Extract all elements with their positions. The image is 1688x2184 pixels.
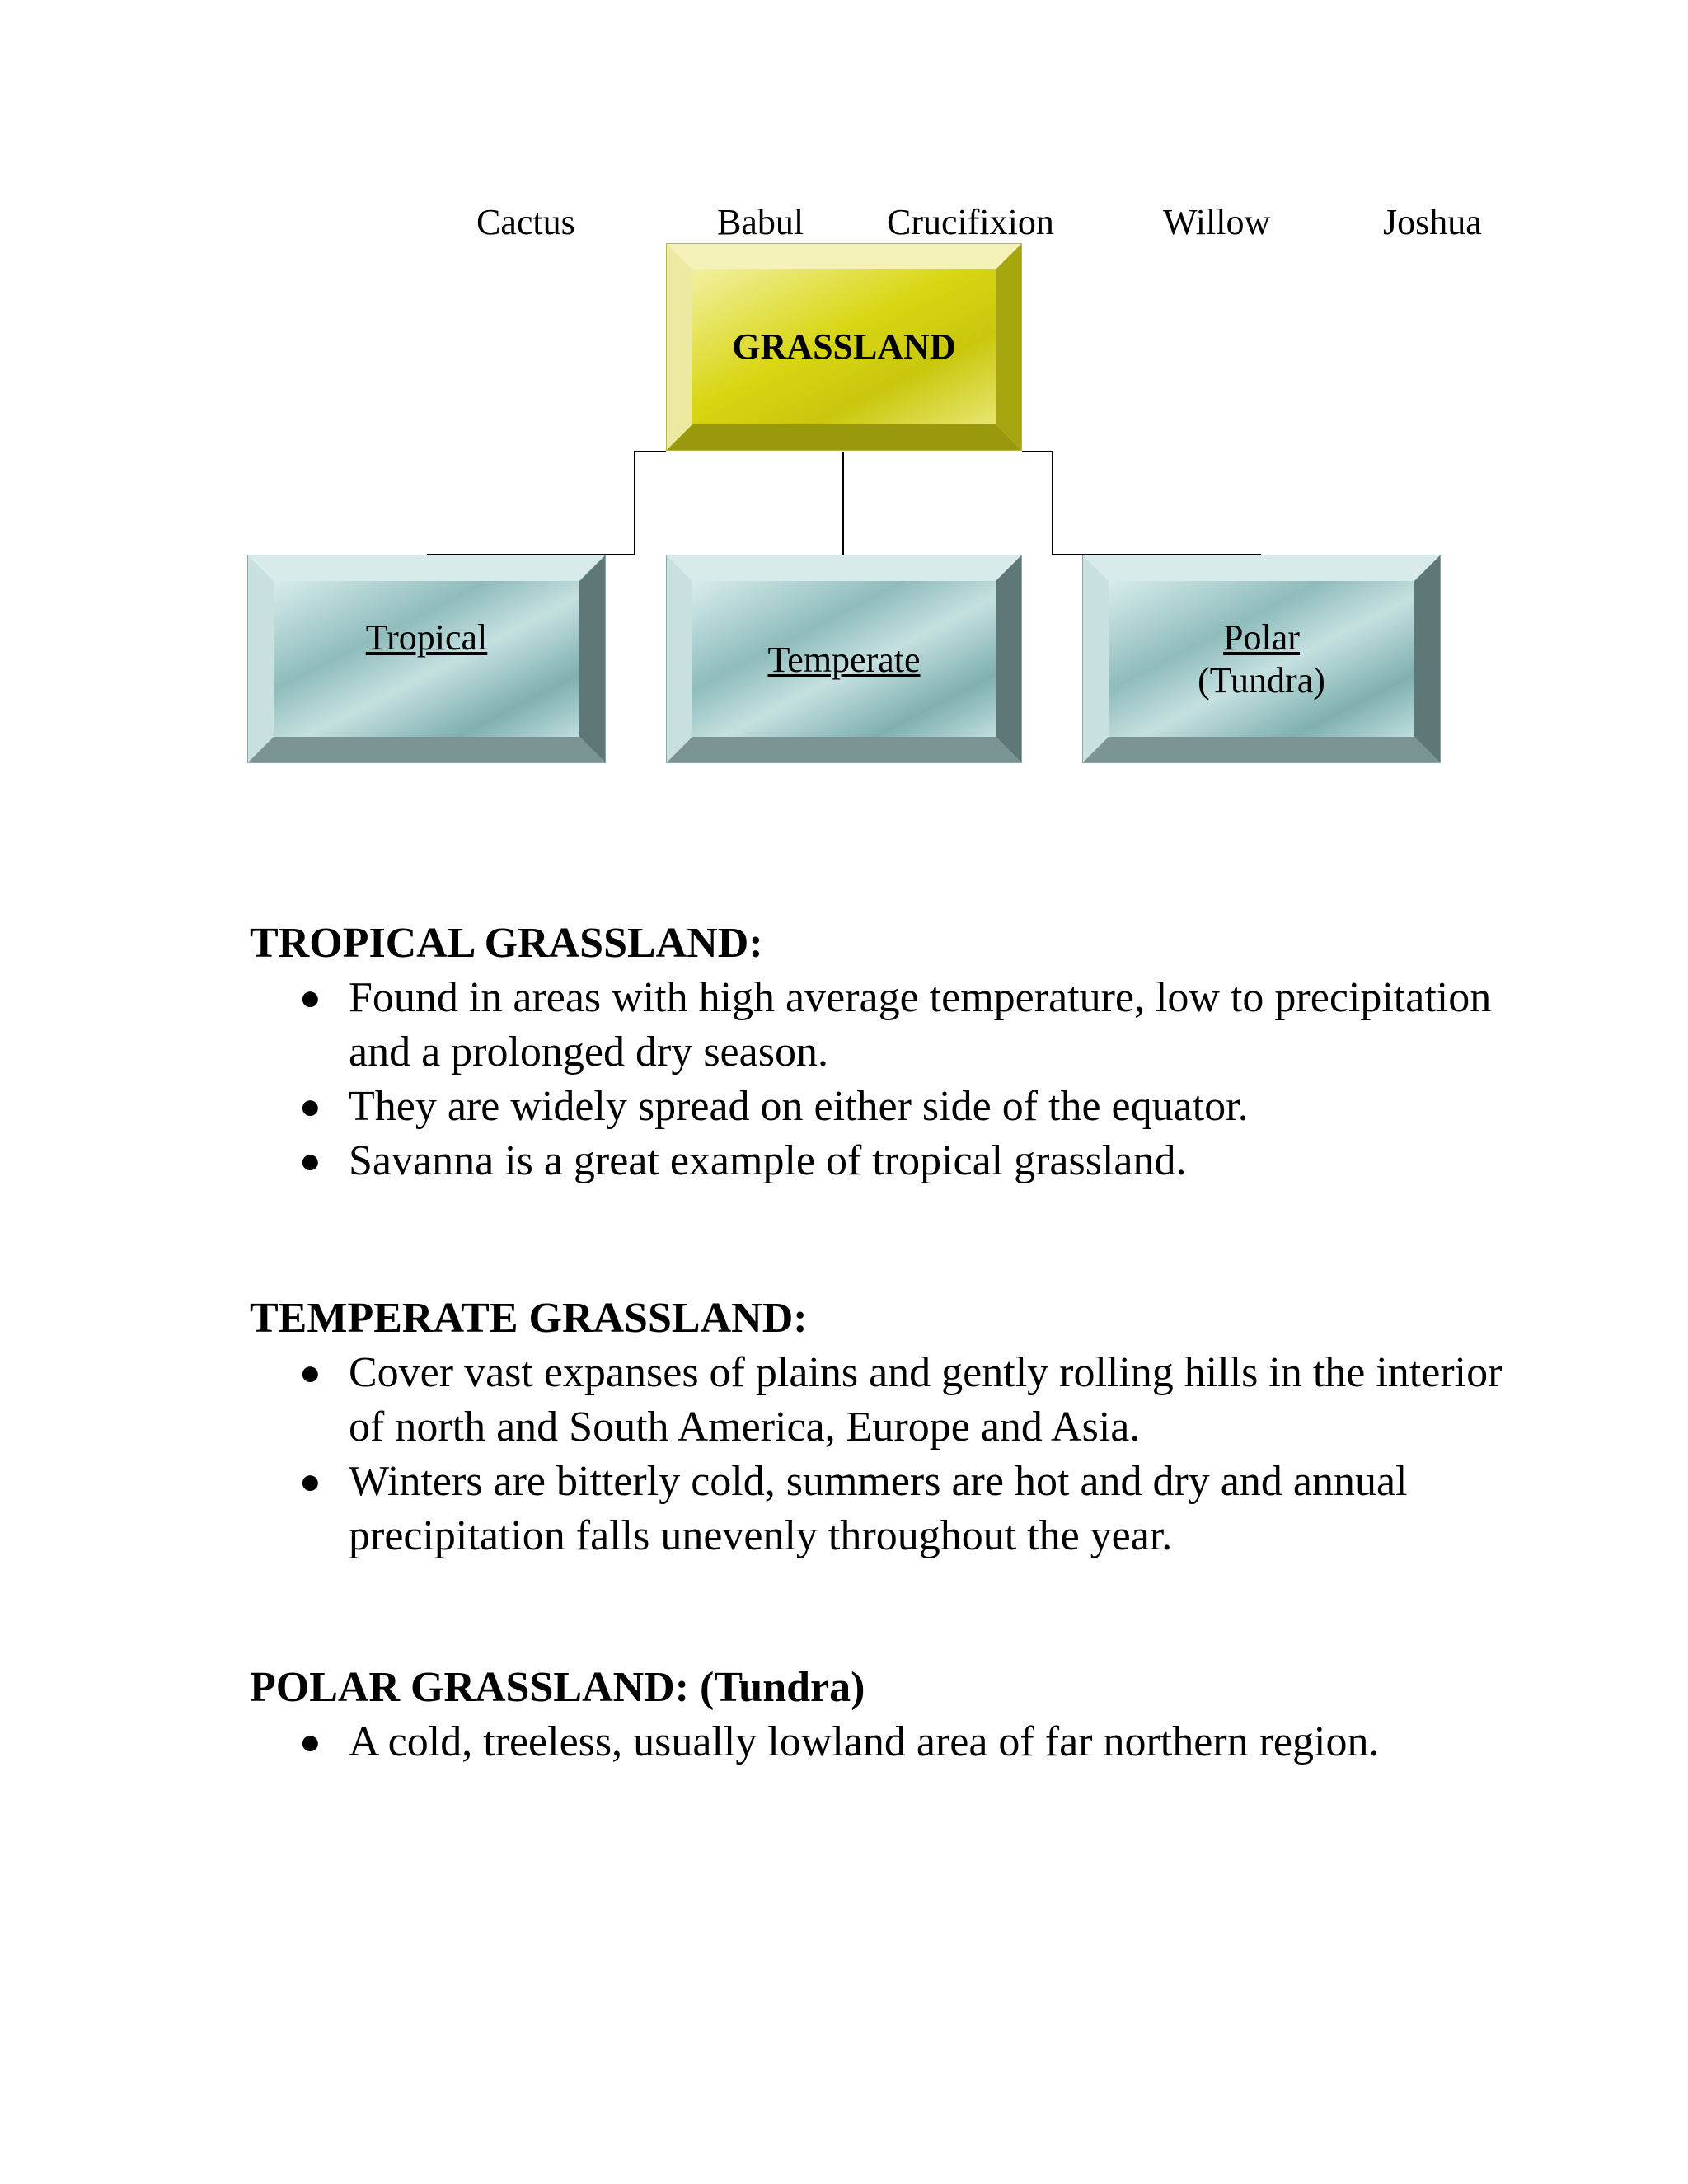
bullet-icon: ● [299, 1461, 321, 1502]
temperate-bullet-list [250, 1346, 1568, 1563]
grassland-root-box [666, 243, 1022, 451]
temperate-label: Temperate [767, 640, 921, 680]
plant-name-crucifixion: Crucifixion [887, 202, 1054, 242]
temperate-heading: TEMPERATE GRASSLAND: [250, 1295, 808, 1342]
polar-label: Polar (Tundra) [1198, 617, 1325, 701]
bullet-icon: ● [299, 977, 321, 1018]
list-item: ● They are widely spread on either side of the equator. [250, 1080, 1568, 1134]
bullet-icon: ● [299, 1086, 321, 1127]
list-item: ● Winters are bitterly cold, summers are hot and dry and annual precipitation falls unevenly throughout the year. [250, 1455, 1568, 1563]
tropical-label: Tropical [365, 617, 488, 658]
polar-sub-label: (Tundra) [1198, 660, 1325, 701]
temperate-section [250, 1291, 1568, 1563]
plant-name-joshua: Joshua [1383, 202, 1482, 242]
tropical-box [247, 555, 606, 763]
temperate-box [666, 555, 1022, 763]
tropical-bullet-list [250, 971, 1568, 1188]
list-item: ● Savanna is a great example of tropical grassland. [250, 1134, 1568, 1188]
polar-box [1082, 555, 1441, 763]
polar-heading: POLAR GRASSLAND: (Tundra) [250, 1664, 865, 1711]
bullet-icon: ● [299, 1722, 321, 1762]
grassland-root-label: GRASSLAND [732, 326, 956, 367]
list-item: ● Found in areas with high average temperature, low to precipitation and a prolonged dry season. [250, 971, 1568, 1080]
list-item: ● A cold, treeless, usually lowland area of far northern region. [250, 1715, 1568, 1769]
plant-name-babul: Babul [717, 202, 804, 242]
plant-name-willow: Willow [1163, 202, 1271, 242]
polar-section [250, 1661, 1568, 1769]
bullet-icon: ● [299, 1141, 321, 1181]
plant-name-cactus: Cactus [476, 202, 575, 242]
tropical-heading: TROPICAL GRASSLAND: [250, 920, 763, 967]
polar-bullet-list [250, 1715, 1568, 1769]
list-item: ● Cover vast expanses of plains and gently rolling hills in the interior of north and South America, Europe and Asia. [250, 1346, 1568, 1455]
tropical-section [250, 916, 1568, 1188]
bullet-icon: ● [299, 1352, 321, 1393]
